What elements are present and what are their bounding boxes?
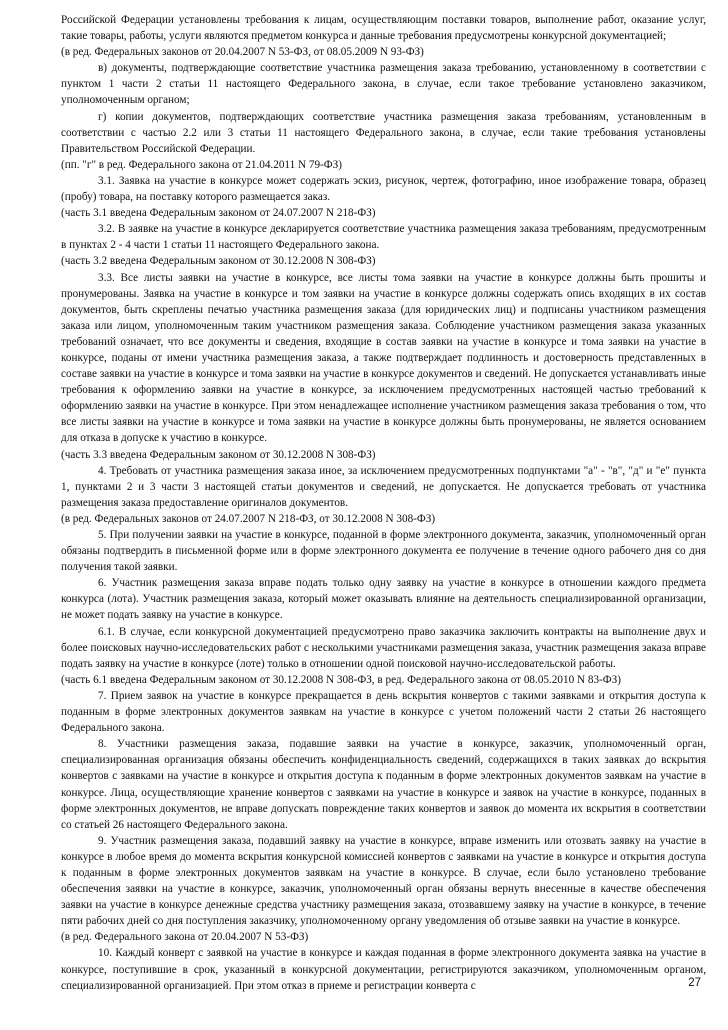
paragraph: 3.3. Все листы заявки на участие в конкурсе, все листы тома заявки на участие в конкурсе должны быть прошиты и пронумерованы. Заявка на участие в конкурсе и том заявки на участие в конкурсе должны содержать опись входящих в их состав документов, быть скреплены печатью участника размещения заказа (для юридических лиц) и подписаны участником размещения заказа или лицом, уполномоченным таким участником размещения заказа. Соблюдение участником размещения заказа указанных требований означает, что все документы и сведения, входящие в состав заявки на участие в конкурсе и тома заявки на участие в конкурсе, поданы от имени участника размещения заказа, а также подтверждает подлинность и достоверность представленных в составе заявки на участие в конкурсе и тома заявки на участие в конкурсе документов и сведений. Не допускается устанавливать иные требования к оформлению заявки на участие в конкурсе, за исключением предусмотренных настоящей частью требований к оформлению заявки на участие в конкурсе. При этом ненадлежащее исполнение участником размещения заказа требования о том, что все листы заявки на участие в конкурсе и тома заявки на участие в конкурсе должны быть пронумерованы, не является основанием для отказа в допуске к участию в конкурсе. bbox=[61, 271, 706, 445]
paragraph: 8. Участники размещения заказа, подавшие заявки на участие в конкурсе, заказчик, уполномоченный орган, специализированная организация обязаны обеспечить конфиденциальность сведений, содержащихся в таких заявках до вскрытия конвертов с заявками на участие в конкурсе и открытия доступа к поданным в форме электронных документов заявкам на участие в конкурсе. Лица, осуществляющие хранение конвертов с заявками на участие в конкурсе и заявок на участие в конкурсе, поданных в форме электронных документов, не вправе допускать повреждение таких конвертов и заявок до момента их вскрытия в соответствии со статьей 26 настоящего Федерального закона. bbox=[61, 738, 706, 831]
paragraph: Российской Федерации установлены требования к лицам, осуществляющим поставки товаров, выполнение работ, оказание услуг, такие товары, работы, услуги являются предметом конкурса и данные требования предусмотрены конкурсной документацией; bbox=[61, 14, 706, 43]
paragraph: 5. При получении заявки на участие в конкурсе, поданной в форме электронного документа, заказчик, уполномоченный орган обязаны подтвердить в письменной форме или в форме электронного документа ее получение в течение одного рабочего дня со дня получения такой заявки. bbox=[61, 529, 706, 574]
amendment-note: (в ред. Федеральных законов от 24.07.2007 N 218-ФЗ, от 30.12.2008 N 308-ФЗ) bbox=[61, 512, 436, 525]
amendment-note: (пп. "г" в ред. Федерального закона от 21.04.2011 N 79-ФЗ) bbox=[61, 158, 342, 171]
paragraph: 3.2. В заявке на участие в конкурсе декларируется соответствие участника размещения заказа требованиям, предусмотренным в пунктах 2 - 4 части 1 статьи 11 настоящего Федерального закона. bbox=[61, 223, 706, 252]
amendment-note: (часть 6.1 введена Федеральным законом от 30.12.2008 N 308-ФЗ, в ред. Федерального закона от 08.05.2010 N 83-ФЗ) bbox=[61, 673, 621, 686]
amendment-note: (часть 3.2 введена Федеральным законом от 30.12.2008 N 308-ФЗ) bbox=[61, 255, 376, 268]
page-number: 27 bbox=[688, 977, 701, 989]
paragraph: 3.1. Заявка на участие в конкурсе может содержать эскиз, рисунок, чертеж, фотографию, иное изображение товара, образец (пробу) товара, на поставку которого размещается заказ. bbox=[61, 174, 706, 204]
paragraph: 10. Каждый конверт с заявкой на участие в конкурсе и каждая поданная в форме электронного документа заявка на участие в конкурсе, поступившие в срок, указанный в конкурсной документации, регистрируются заказчиком, уполномоченным органом, специализированной организацией. При этом отказ в приеме и регистрации конверта с bbox=[61, 947, 706, 992]
paragraph: 9. Участник размещения заказа, подавший заявку на участие в конкурсе, вправе изменить или отозвать заявку на участие в конкурсе в любое время до момента вскрытия конкурсной комиссией конвертов с заявками на участие в конкурсе и открытия доступа к поданным в форме электронных документов заявкам на участие в конкурсе. В случае, если было установлено требование обеспечения заявки на участие в конкурсе, заказчик, уполномоченный орган обязаны вернуть внесенные в качестве обеспечения заявки на участие в конкурсе денежные средства участнику размещения заказа, отозвавшему заявку на участие в конкурсе, в течение пяти рабочих дней со дня поступления заказчику, уполномоченному органу уведомления об отзыве заявки на участие в конкурсе. bbox=[61, 834, 706, 928]
paragraph: 6.1. В случае, если конкурсной документацией предусмотрено право заказчика заключить контракты на выполнение двух и более поисковых научно-исследовательских работ с несколькими участниками размещения заказа, участник размещения заказа вправе подать заявку на участие в конкурсе (лоте) только в отношении одной поисковой научно-исследовательской работы. bbox=[61, 625, 706, 670]
amendment-note: (часть 3.1 введена Федеральным законом от 24.07.2007 N 218-ФЗ) bbox=[61, 207, 376, 220]
paragraph: 7. Прием заявок на участие в конкурсе прекращается в день вскрытия конвертов с такими заявками и открытия доступа к поданным в форме электронных документов заявкам на участие в конкурсе с учетом положений части 2 статьи 26 настоящего Федерального закона. bbox=[61, 689, 706, 735]
paragraph: г) копии документов, подтверждающих соответствие участника размещения заказа требованиям, установленным в соответствии с частью 2.2 или 3 статьи 11 настоящего Федерального закона, в случае, если такие требования установлены Правительством Российской Федерации. bbox=[61, 110, 706, 155]
document-body bbox=[61, 12, 706, 994]
paragraph: 6. Участник размещения заказа вправе подать только одну заявку на участие в конкурсе в отношении каждого предмета конкурса (лота). Участник размещения заказа, который может оказывать влияние на деятельность специализированной организации, не может подать заявку на участие в конкурсе. bbox=[61, 577, 706, 622]
amendment-note: (в ред. Федерального закона от 20.04.2007 N 53-ФЗ) bbox=[61, 931, 309, 944]
paragraph: 4. Требовать от участника размещения заказа иное, за исключением предусмотренных подпунктами "а" - "в", "д" и "е" пункта 1, пунктами 2 и 3 части 3 настоящей статьи документов и сведений, не допускается. Не допускается требовать от участника размещения заказа предоставление оригиналов документов. bbox=[61, 464, 706, 509]
amendment-note: (часть 3.3 введена Федеральным законом от 30.12.2008 N 308-ФЗ) bbox=[61, 448, 376, 461]
paragraph: в) документы, подтверждающие соответствие участника размещения заказа требованию, установленному в соответствии с пунктом 1 части 2 статьи 11 настоящего Федерального закона, в случае, если такое требование установлено заказчиком, уполномоченным органом; bbox=[61, 62, 706, 107]
amendment-note: (в ред. Федеральных законов от 20.04.2007 N 53-ФЗ, от 08.05.2009 N 93-ФЗ) bbox=[61, 46, 424, 59]
